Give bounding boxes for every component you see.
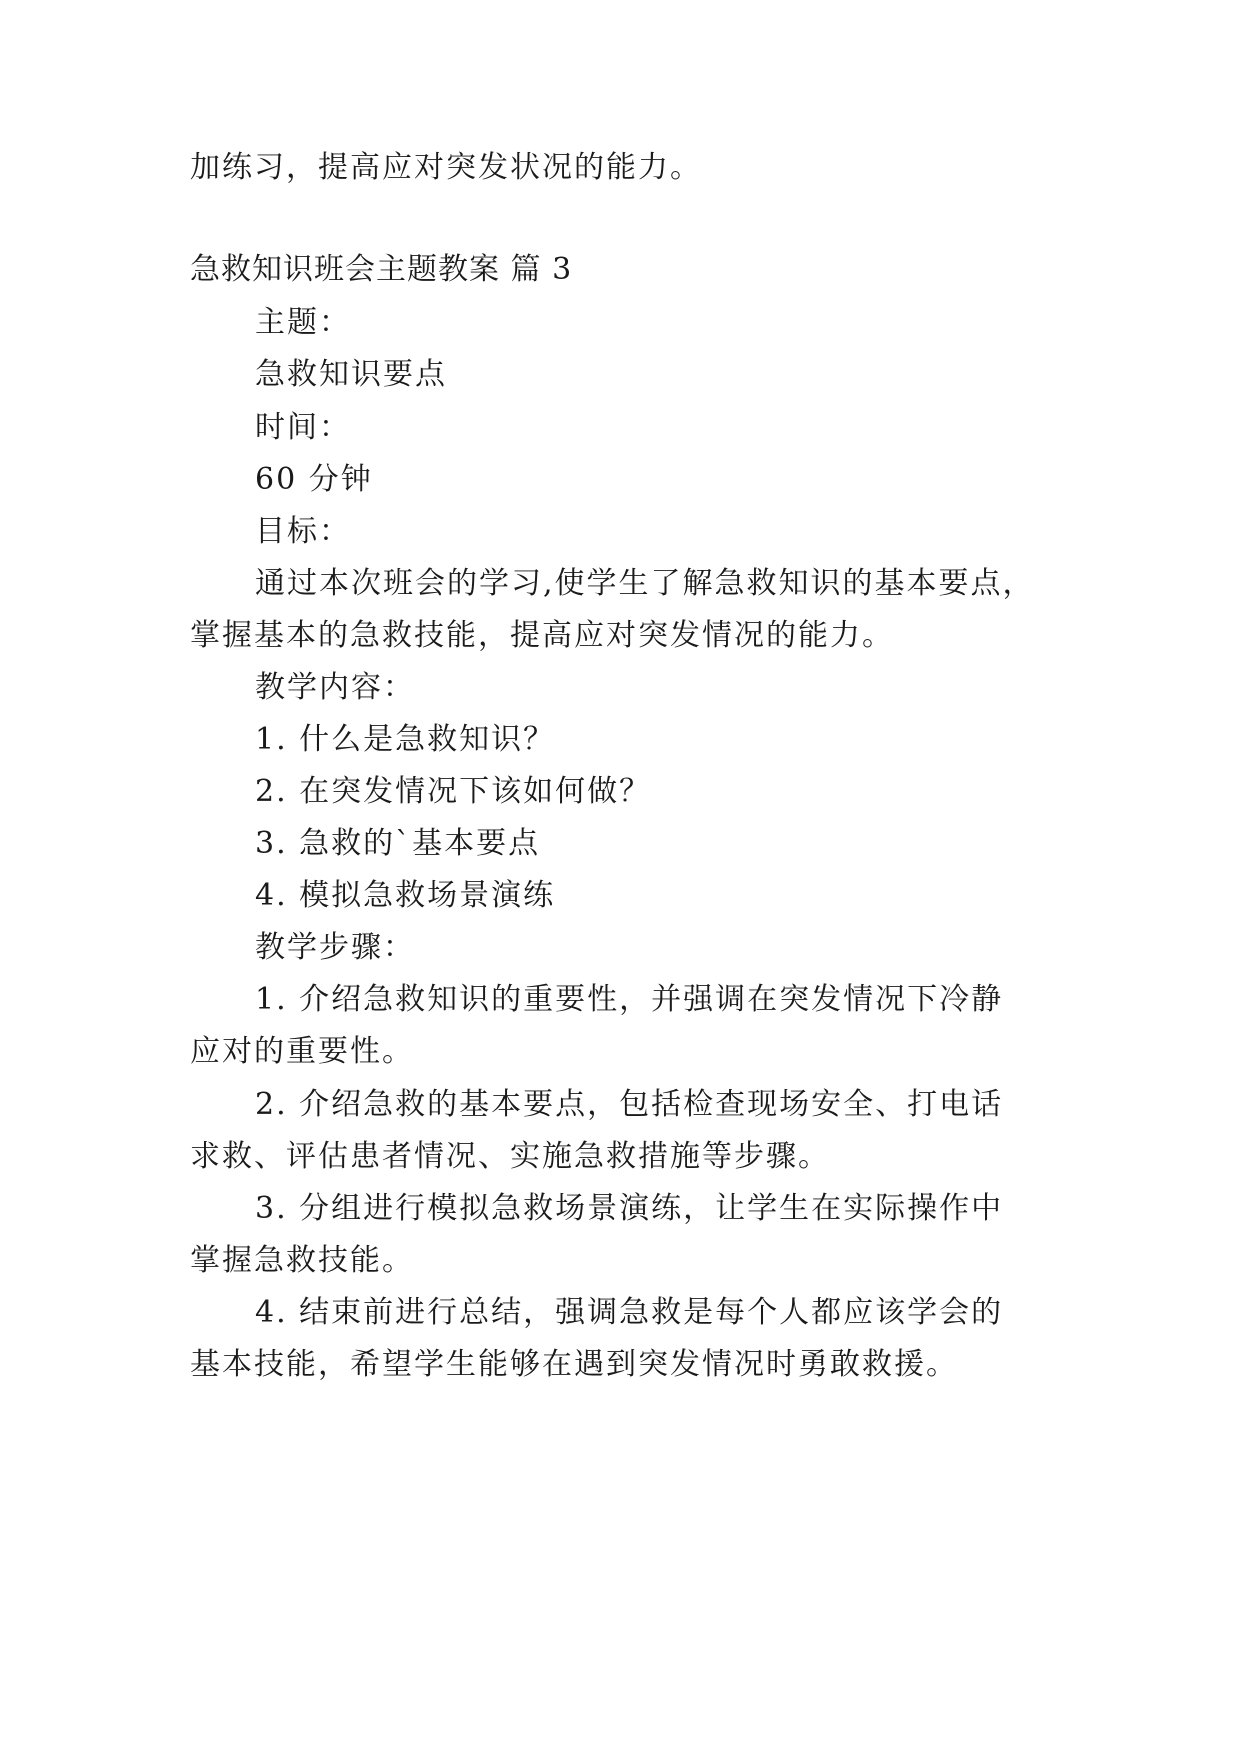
steps-label: 教学步骤： bbox=[255, 930, 415, 965]
content-item-2: 2. 在突发情况下该如何做？ bbox=[255, 774, 652, 809]
step-2-line2: 求救、评估患者情况、实施急救措施等步骤。 bbox=[190, 1139, 830, 1174]
step-3-line2: 掌握急救技能。 bbox=[190, 1243, 414, 1278]
content-label: 教学内容： bbox=[255, 670, 415, 705]
step-4-line2: 基本技能，希望学生能够在遇到突发情况时勇敢救援。 bbox=[190, 1347, 958, 1382]
step-1-line2: 应对的重要性。 bbox=[190, 1034, 414, 1069]
section-title: 急救知识班会主题教案 篇 3 bbox=[190, 252, 573, 287]
step-2-line1: 2. 介绍急救的基本要点，包括检查现场安全、打电话 bbox=[255, 1087, 1004, 1122]
theme-value: 急救知识要点 bbox=[255, 357, 447, 392]
goal-text-line1: 通过本次班会的学习,使学生了解急救知识的基本要点， bbox=[255, 566, 1035, 601]
goal-text-line2: 掌握基本的急救技能，提高应对突发情况的能力。 bbox=[190, 618, 894, 653]
step-3-line1: 3. 分组进行模拟急救场景演练，让学生在实际操作中 bbox=[255, 1191, 1004, 1226]
step-4-line1: 4. 结束前进行总结，强调急救是每个人都应该学会的 bbox=[255, 1295, 1004, 1330]
time-label: 时间： bbox=[255, 410, 351, 445]
carry-over-paragraph: 加练习，提高应对突发状况的能力。 bbox=[190, 150, 702, 185]
step-1-line1: 1. 介绍急救知识的重要性，并强调在突发情况下冷静 bbox=[255, 982, 1004, 1017]
content-item-3: 3. 急救的`基本要点 bbox=[255, 826, 541, 861]
theme-label: 主题： bbox=[255, 305, 351, 340]
time-value: 60 分钟 bbox=[255, 462, 373, 497]
content-item-1: 1. 什么是急救知识？ bbox=[255, 722, 556, 757]
content-item-4: 4. 模拟急救场景演练 bbox=[255, 878, 556, 913]
goal-label: 目标： bbox=[255, 514, 351, 549]
